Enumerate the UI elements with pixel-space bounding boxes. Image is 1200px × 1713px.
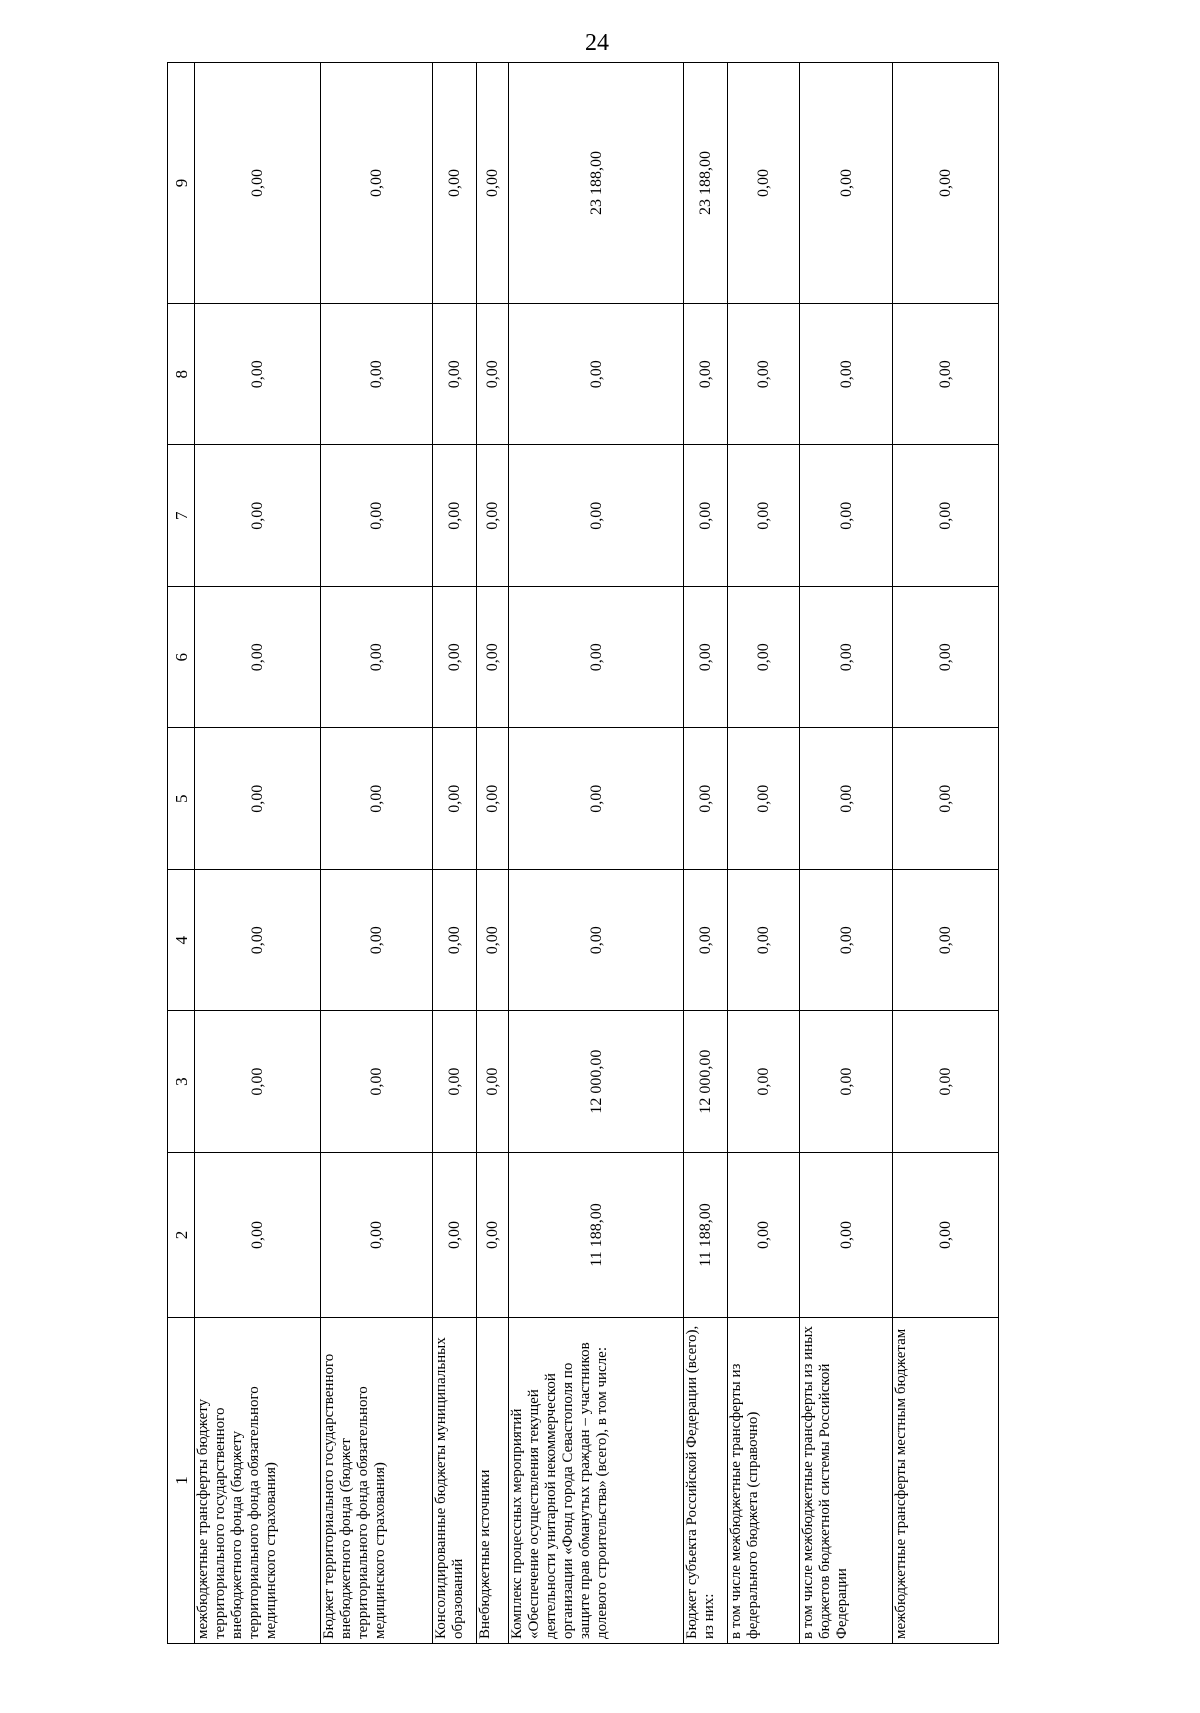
table-wrapper — [167, 62, 997, 1644]
table-cell: 0,00 — [684, 728, 728, 869]
table-cell: 0,00 — [195, 586, 321, 727]
table-row — [509, 63, 684, 1644]
table-row — [477, 63, 509, 1644]
page-number: 24 — [585, 30, 609, 56]
table-cell: 0,00 — [321, 869, 433, 1010]
table-cell: 0,00 — [433, 63, 477, 304]
table-cell: 0,00 — [800, 869, 893, 1010]
table-cell: 0,00 — [477, 586, 509, 727]
table-row — [893, 63, 999, 1644]
row-label: межбюджетные трансферты бюджету территориального государственного внебюджетного фонда (бюджету территориального фонда обязательного медицинского страхования) — [195, 1317, 321, 1643]
table-cell: 0,00 — [477, 869, 509, 1010]
table-cell: 0,00 — [321, 1152, 433, 1317]
table-cell: 0,00 — [195, 63, 321, 304]
table-cell: 0,00 — [684, 304, 728, 445]
table-cell: 0,00 — [509, 586, 684, 727]
budget-table — [167, 62, 999, 1644]
table-cell: 0,00 — [893, 304, 999, 445]
column-header: 2 — [168, 1152, 195, 1317]
table-cell: 0,00 — [321, 586, 433, 727]
table-cell: 0,00 — [728, 1152, 800, 1317]
table-cell: 0,00 — [893, 728, 999, 869]
table-cell: 0,00 — [477, 1152, 509, 1317]
table-cell: 0,00 — [800, 586, 893, 727]
table-cell: 0,00 — [728, 728, 800, 869]
table-cell: 0,00 — [477, 445, 509, 586]
row-label: межбюджетные трансферты местным бюджетам — [893, 1317, 999, 1643]
table-row — [684, 63, 728, 1644]
table-cell: 0,00 — [509, 869, 684, 1010]
table-cell: 0,00 — [195, 728, 321, 869]
table-cell: 0,00 — [800, 445, 893, 586]
table-cell: 0,00 — [195, 304, 321, 445]
table-cell: 11 188,00 — [684, 1152, 728, 1317]
column-header: 6 — [168, 586, 195, 727]
header-row — [168, 63, 195, 1644]
column-header: 9 — [168, 63, 195, 304]
table-cell: 0,00 — [684, 445, 728, 586]
row-label: в том числе межбюджетные трансферты из иных бюджетов бюджетной системы Российской Федерации — [800, 1317, 893, 1643]
table-cell: 0,00 — [509, 304, 684, 445]
table-cell: 0,00 — [195, 1011, 321, 1152]
table-cell: 0,00 — [893, 869, 999, 1010]
table-cell: 0,00 — [195, 1152, 321, 1317]
table-row — [728, 63, 800, 1644]
table-cell: 0,00 — [321, 304, 433, 445]
table-cell: 0,00 — [728, 304, 800, 445]
table-cell: 12 000,00 — [509, 1011, 684, 1152]
table-cell: 0,00 — [477, 304, 509, 445]
row-label: Внебюджетные источники — [477, 1317, 509, 1643]
column-header: 5 — [168, 728, 195, 869]
row-label: Бюджет территориального государственного внебюджетного фонда (бюджет территориального фонда обязательного медицинского страхования) — [321, 1317, 433, 1643]
table-cell: 0,00 — [433, 1011, 477, 1152]
table-cell: 0,00 — [509, 728, 684, 869]
table-cell: 0,00 — [728, 1011, 800, 1152]
table-cell: 0,00 — [893, 445, 999, 586]
table-cell: 23 188,00 — [509, 63, 684, 304]
table-cell: 0,00 — [728, 586, 800, 727]
table-cell: 0,00 — [684, 586, 728, 727]
table-cell: 0,00 — [728, 445, 800, 586]
table-cell: 0,00 — [893, 63, 999, 304]
table-cell: 0,00 — [509, 445, 684, 586]
table-cell: 0,00 — [893, 586, 999, 727]
table-cell: 0,00 — [728, 63, 800, 304]
column-header: 3 — [168, 1011, 195, 1152]
table-cell: 0,00 — [321, 728, 433, 869]
table-cell: 0,00 — [195, 445, 321, 586]
table-cell: 0,00 — [321, 63, 433, 304]
table-cell: 0,00 — [893, 1011, 999, 1152]
table-cell: 0,00 — [728, 869, 800, 1010]
table-cell: 0,00 — [477, 63, 509, 304]
table-cell: 0,00 — [433, 586, 477, 727]
column-header: 1 — [168, 1317, 195, 1643]
column-header: 7 — [168, 445, 195, 586]
table-cell: 0,00 — [433, 1152, 477, 1317]
table-cell: 0,00 — [477, 1011, 509, 1152]
table-cell: 0,00 — [477, 728, 509, 869]
table-cell: 0,00 — [893, 1152, 999, 1317]
table-cell: 11 188,00 — [509, 1152, 684, 1317]
table-row — [195, 63, 321, 1644]
table-cell: 0,00 — [321, 445, 433, 586]
column-header: 4 — [168, 869, 195, 1010]
row-label: Бюджет субъекта Российской Федерации (всего), из них: — [684, 1317, 728, 1643]
table-cell: 23 188,00 — [684, 63, 728, 304]
table-cell: 0,00 — [433, 869, 477, 1010]
table-cell: 0,00 — [684, 869, 728, 1010]
table-cell: 0,00 — [800, 728, 893, 869]
row-label: в том числе межбюджетные трансферты из федерального бюджета (справочно) — [728, 1317, 800, 1643]
row-label: Комплекс процессных мероприятий «Обеспечение осуществления текущей деятельности унитарной некоммерческой организации «Фонд города Севастополя по защите прав обманутых граждан – участников долевого строительства» (всего), в том числе: — [509, 1317, 684, 1643]
table-cell: 0,00 — [800, 304, 893, 445]
column-header: 8 — [168, 304, 195, 445]
table-cell: 0,00 — [800, 63, 893, 304]
table-row — [321, 63, 433, 1644]
table-cell: 0,00 — [195, 869, 321, 1010]
table-cell: 12 000,00 — [684, 1011, 728, 1152]
table-cell: 0,00 — [321, 1011, 433, 1152]
table-row — [800, 63, 893, 1644]
table-cell: 0,00 — [800, 1152, 893, 1317]
table-cell: 0,00 — [433, 445, 477, 586]
row-label: Консолидированные бюджеты муниципальных образований — [433, 1317, 477, 1643]
table-cell: 0,00 — [433, 304, 477, 445]
table-cell: 0,00 — [800, 1011, 893, 1152]
table-cell: 0,00 — [433, 728, 477, 869]
table-row — [433, 63, 477, 1644]
